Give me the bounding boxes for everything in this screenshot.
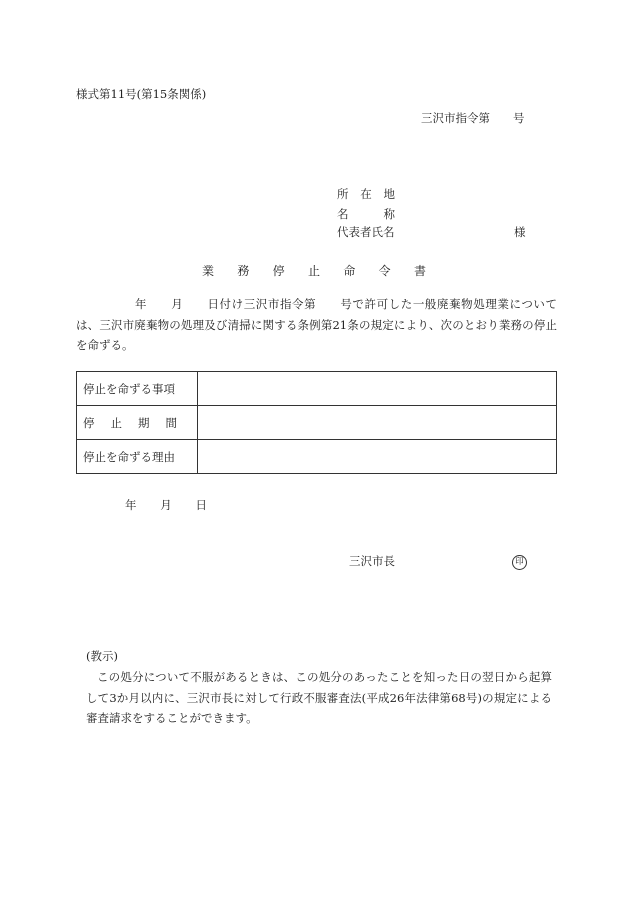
document-title: 業 務 停 止 命 令 書	[202, 264, 426, 278]
row-label-reason: 停止を命ずる理由	[77, 440, 198, 474]
seal-mark	[512, 553, 527, 570]
row-label-matters: 停止を命ずる事項	[77, 372, 198, 406]
row-value-matters	[198, 372, 557, 406]
table-row	[77, 406, 557, 440]
row-label-period: 停 止 期 間	[77, 406, 198, 440]
issuer: 三沢市長	[349, 554, 395, 568]
suspension-table	[76, 371, 557, 474]
representative-label: 代表者氏名	[337, 225, 395, 239]
notice-heading: (教示)	[86, 649, 118, 663]
table-row	[77, 440, 557, 474]
date-line: 年 月 日	[125, 498, 207, 512]
address-label: 所 在 地	[337, 187, 395, 201]
document-number: 三沢市指令第 号	[421, 111, 525, 125]
seal-icon: 印	[512, 555, 527, 570]
honorific: 様	[514, 225, 526, 239]
body-paragraph: 年 月 日付け三沢市指令第 号で許可した一般廃棄物処理業については、三沢市廃棄物の処理及び清掃に関する条例第21条の規定により、次のとおり業務の停止を命ずる。	[76, 297, 557, 352]
row-value-reason	[198, 440, 557, 474]
table-row	[77, 372, 557, 406]
form-id: 様式第11号(第15条関係)	[76, 87, 207, 101]
row-value-period	[198, 406, 557, 440]
name-label: 名 称	[337, 207, 395, 221]
notice-text: この処分について不服があるときは、この処分のあったことを知った日の翌日から起算して3か月以内に、三沢市長に対して行政不服審査法(平成26年法律第68号)の規定による審査請求をすることができます。	[86, 670, 552, 725]
